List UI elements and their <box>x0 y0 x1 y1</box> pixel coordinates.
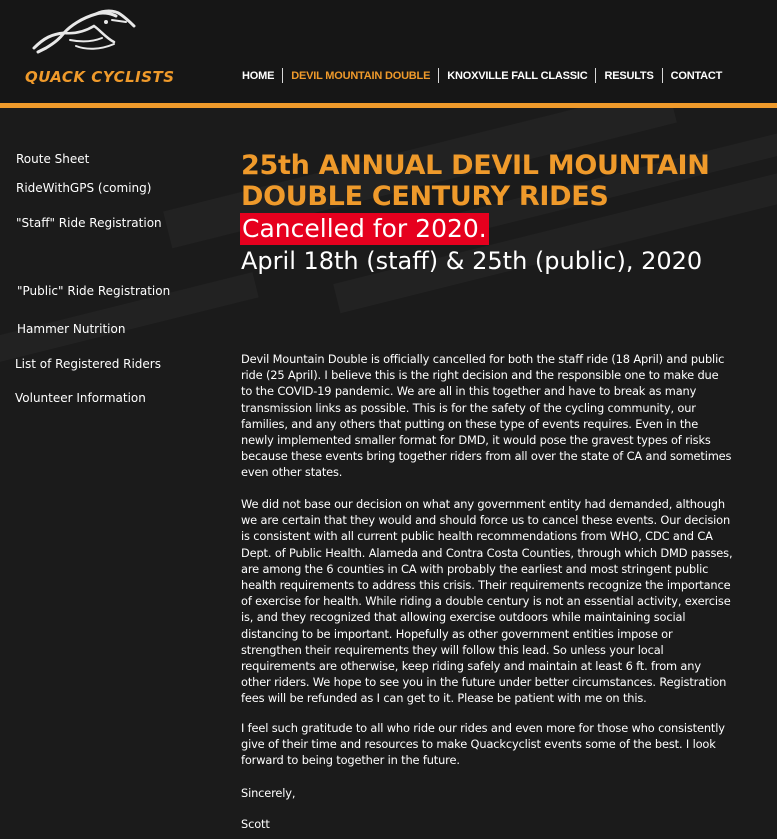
site-name: QUACK CYCLISTS <box>25 68 175 86</box>
duck-rider-logo-icon <box>30 8 140 60</box>
nav-home[interactable]: HOME <box>242 69 275 82</box>
nav-knoxville-fall-classic[interactable]: KNOXVILLE FALL CLASSIC <box>447 69 588 82</box>
sidebar-item-volunteer-information[interactable]: Volunteer Information <box>15 391 146 405</box>
closing-salutation: Sincerely, <box>241 786 296 800</box>
sidebar-item-route-sheet[interactable]: Route Sheet <box>16 152 90 166</box>
nav-contact[interactable]: CONTACT <box>670 69 723 82</box>
page-title: 25th ANNUAL DEVIL MOUNTAIN DOUBLE CENTURY RIDES <box>241 150 710 212</box>
announcement-paragraph: I feel such gratitude to all who ride our rides and even more for those who consistently give of their time and resources to make Quackcyclist events some of the best. I look forward to being together in the future. <box>241 721 725 768</box>
sidebar-item-hammer-nutrition[interactable]: Hammer Nutrition <box>17 322 126 336</box>
site-logo[interactable] <box>22 8 175 90</box>
site-header <box>0 0 777 103</box>
nav-results[interactable]: RESULTS <box>604 69 654 82</box>
sidebar-item-ridewithgps[interactable]: RideWithGPS (coming) <box>16 181 152 195</box>
announcement-paragraph: Devil Mountain Double is officially cancelled for both the staff ride (18 April) and public ride (25 April). I believe this is the right decision and the responsible one to make due to the COVID-19 pandemic. We are all in this together and have to break as many transmission links as possible. This is for the safety of the cycling community, our families, and any others that putting on these type of events requires. Even in the newly implemented smaller format for DMD, it would pose the gravest types of risks because these events bring together riders from all over the state of CA and sometimes even other states. <box>241 352 732 480</box>
sidebar-item-staff-registration[interactable]: "Staff" Ride Registration <box>16 216 162 230</box>
sidebar-item-registered-riders[interactable]: List of Registered Riders <box>15 357 161 371</box>
main-nav <box>234 68 730 83</box>
nav-devil-mountain-double[interactable]: DEVIL MOUNTAIN DOUBLE <box>291 69 431 82</box>
cancelled-banner: Cancelled for 2020. <box>242 214 487 243</box>
sidebar-item-public-registration[interactable]: "Public" Ride Registration <box>17 284 171 298</box>
signature-name: Scott <box>241 817 270 831</box>
announcement-paragraph: We did not base our decision on what any government entity had demanded, although we are certain that they would and should force us to cancel these events. Our decision is consistent with all current public health recommendations from WHO, CDC and CA Dept. of Public Health. Alameda and Contra Costa Counties, through which DMD passes, are among the 6 counties in CA with probably the earliest and most stringent public health requirements to address this crisis. Their requirements recognize the importance of exercise for health. While riding a double century is not an essential activity, exercise is, and they recognized that allowing exercise outdoors while maintaining social distancing to be important. Hopefully as other government entities impose or strengthen their requirements they will follow this lead. So unless your local requirements are otherwise, keep riding safely and maintain at least 6 ft. from any other riders. We hope to see you in the future under better circumstances. Registration fees will be refunded as I can get to it. Please be patient with me on this. <box>241 497 733 706</box>
event-dates: April 18th (staff) & 25th (public), 2020 <box>241 247 703 275</box>
